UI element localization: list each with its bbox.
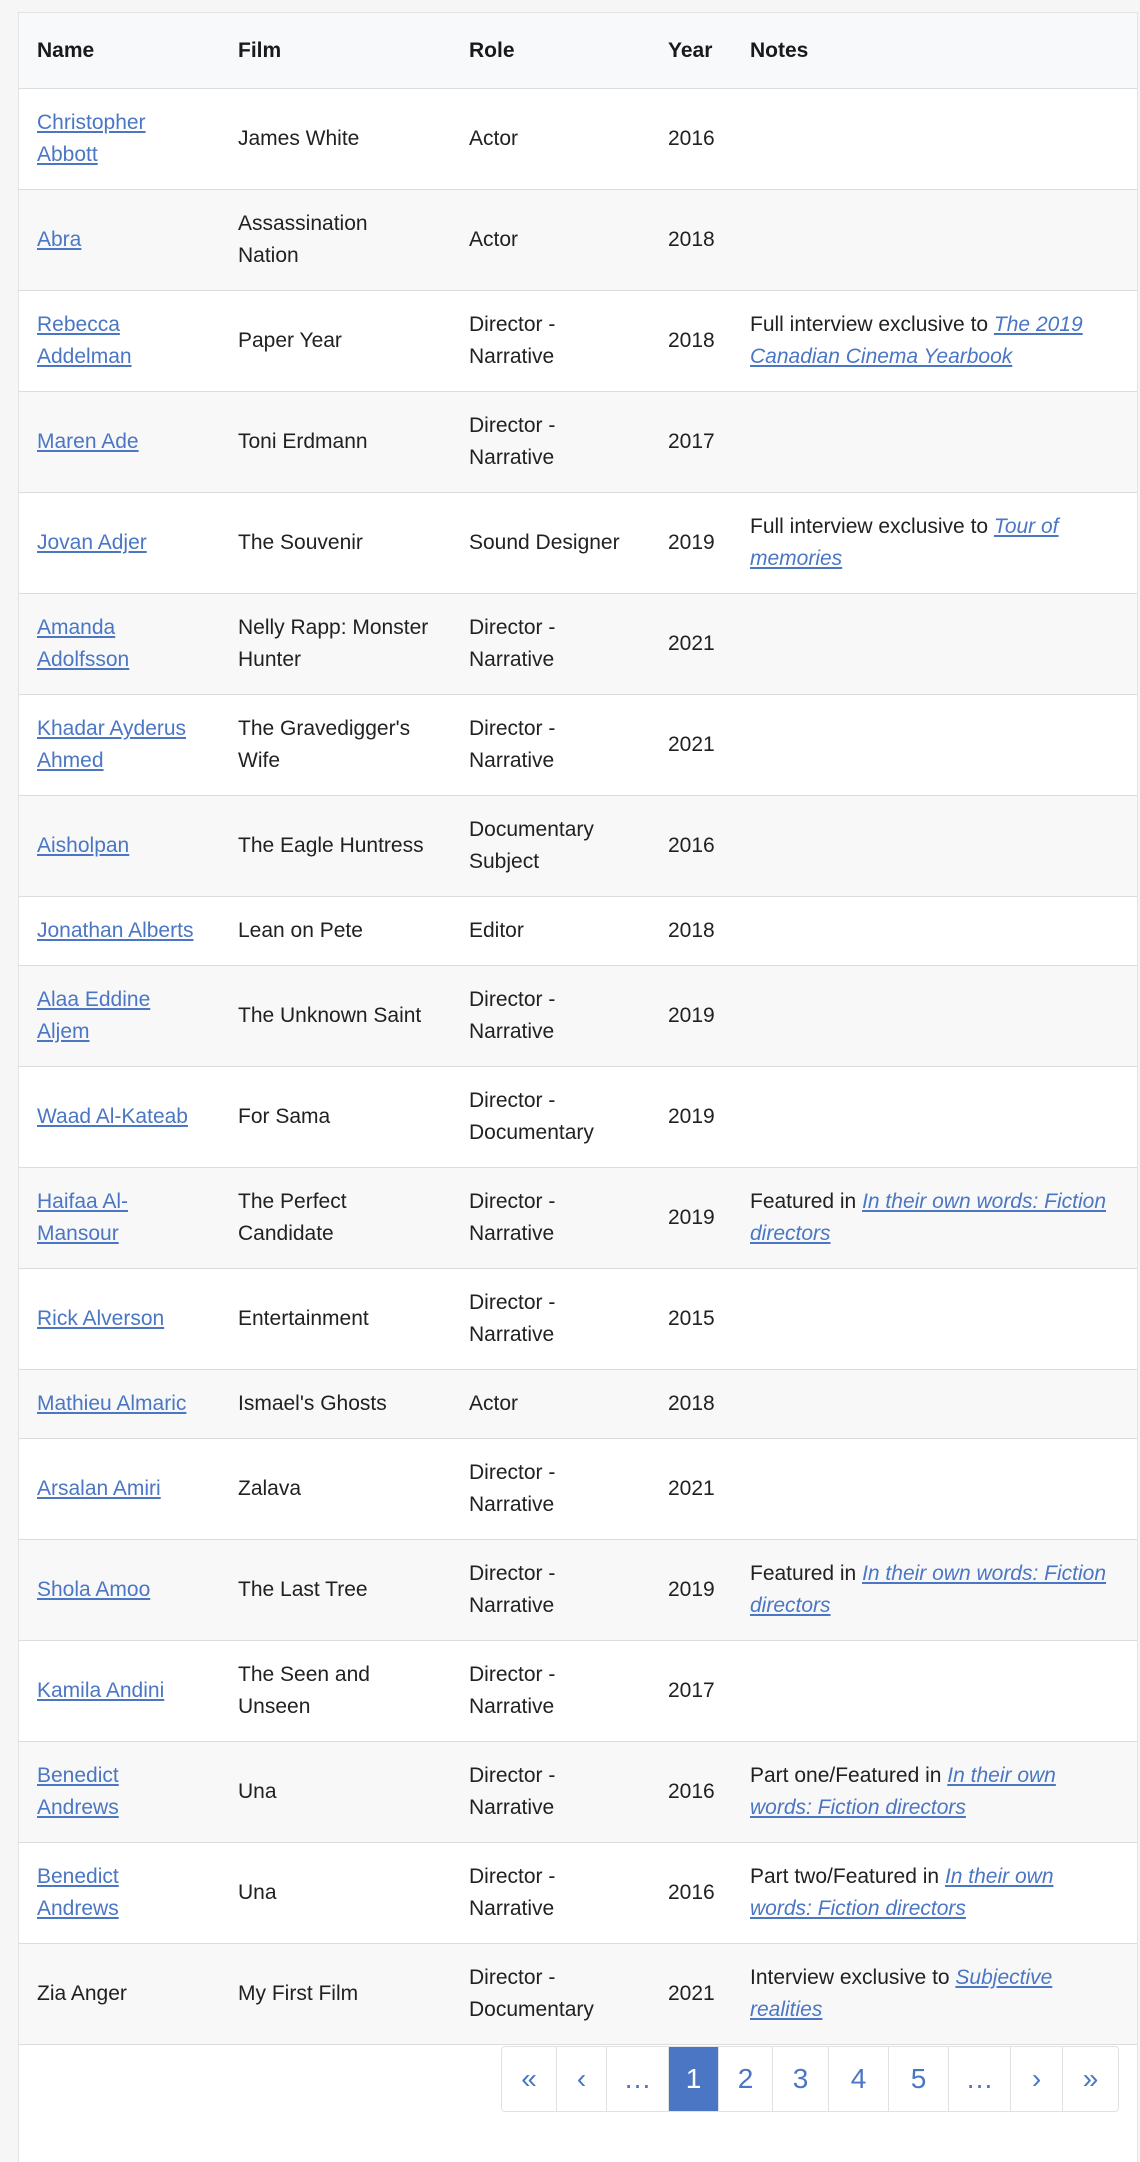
film-cell: Nelly Rapp: Monster Hunter: [220, 594, 451, 695]
role-cell: Director - Documentary: [451, 1067, 660, 1168]
film-cell: The Souvenir: [220, 493, 451, 594]
name-cell: [19, 695, 220, 796]
table-row: [19, 1168, 1137, 1269]
role-cell: Director - Documentary: [451, 1944, 660, 2045]
year-cell: 2021: [660, 594, 740, 695]
film-cell: The Seen and Unseen: [220, 1641, 451, 1742]
column-header-role: Role: [451, 13, 660, 89]
table-row: [19, 493, 1137, 594]
role-cell: Director - Narrative: [451, 1843, 660, 1944]
notes-cell: [740, 1540, 1137, 1641]
role-cell: Director - Narrative: [451, 1439, 660, 1540]
notes-text: Interview exclusive to: [750, 1966, 956, 1989]
role-cell: Director - Narrative: [451, 1641, 660, 1742]
table-row: [19, 594, 1137, 695]
film-cell: The Perfect Candidate: [220, 1168, 451, 1269]
table-row: [19, 291, 1137, 392]
column-header-name: Name: [19, 13, 220, 89]
role-cell: Director - Narrative: [451, 291, 660, 392]
name-cell: [19, 1370, 220, 1439]
table-row: [19, 796, 1137, 897]
year-cell: 2015: [660, 1269, 740, 1370]
notes-link[interactable]: In their own words: Fiction directors: [750, 1865, 1054, 1920]
person-name-link[interactable]: Benedict Andrews: [37, 1865, 119, 1920]
film-cell: For Sama: [220, 1067, 451, 1168]
page-2-button[interactable]: 2: [718, 2047, 772, 2111]
notes-cell: [740, 966, 1137, 1067]
pagination: [501, 2046, 1119, 2112]
year-cell: 2018: [660, 1370, 740, 1439]
table-row: [19, 1540, 1137, 1641]
film-cell: James White: [220, 89, 451, 190]
person-name: Zia Anger: [37, 1982, 127, 2005]
table-row: [19, 190, 1137, 291]
film-cell: The Eagle Huntress: [220, 796, 451, 897]
notes-cell: [740, 1641, 1137, 1742]
notes-cell: [740, 1944, 1137, 2045]
name-cell: [19, 966, 220, 1067]
notes-link[interactable]: The 2019 Canadian Cinema Yearbook: [750, 313, 1083, 368]
notes-text: Featured in: [750, 1562, 863, 1585]
person-name-link[interactable]: Rebecca Addelman: [37, 313, 132, 368]
film-cell: Zalava: [220, 1439, 451, 1540]
role-cell: Director - Narrative: [451, 1540, 660, 1641]
last-page-button[interactable]: »: [1062, 2047, 1118, 2111]
film-cell: Una: [220, 1843, 451, 1944]
film-cell: Toni Erdmann: [220, 392, 451, 493]
previous-page-button[interactable]: ‹: [556, 2047, 606, 2111]
table-row: [19, 1742, 1137, 1843]
name-cell: [19, 291, 220, 392]
notes-cell: [740, 1370, 1137, 1439]
notes-cell: [740, 392, 1137, 493]
table-row: [19, 695, 1137, 796]
person-name-link[interactable]: Jovan Adjer: [37, 531, 147, 554]
name-cell: [19, 1742, 220, 1843]
name-cell: [19, 1540, 220, 1641]
name-cell: [19, 1269, 220, 1370]
next-page-button[interactable]: ›: [1010, 2047, 1062, 2111]
notes-cell: [740, 1168, 1137, 1269]
film-cell: The Last Tree: [220, 1540, 451, 1641]
person-name-link[interactable]: Maren Ade: [37, 430, 139, 453]
notes-link[interactable]: In their own words: Fiction directors: [750, 1190, 1107, 1245]
film-cell: Lean on Pete: [220, 897, 451, 966]
page-1-button[interactable]: 1: [668, 2047, 718, 2111]
notes-link[interactable]: Subjective realities: [750, 1966, 1053, 2021]
name-cell: [19, 1843, 220, 1944]
year-cell: 2018: [660, 291, 740, 392]
person-name-link[interactable]: Haifaa Al-Mansour: [37, 1190, 129, 1245]
name-cell: [19, 1067, 220, 1168]
notes-cell: [740, 89, 1137, 190]
notes-cell: [740, 594, 1137, 695]
film-cell: The Gravedigger's Wife: [220, 695, 451, 796]
table-row: [19, 1067, 1137, 1168]
role-cell: Director - Narrative: [451, 1168, 660, 1269]
film-cell: Ismael's Ghosts: [220, 1370, 451, 1439]
table-row: [19, 89, 1137, 190]
person-name-link[interactable]: Rick Alverson: [37, 1307, 165, 1330]
pagination-ellipsis: …: [606, 2047, 668, 2111]
film-cell: My First Film: [220, 1944, 451, 2045]
notes-cell: [740, 695, 1137, 796]
film-cell: Entertainment: [220, 1269, 451, 1370]
person-name-link[interactable]: Benedict Andrews: [37, 1764, 119, 1819]
role-cell: Sound Designer: [451, 493, 660, 594]
role-cell: Documentary Subject: [451, 796, 660, 897]
name-cell: [19, 897, 220, 966]
name-cell: [19, 1439, 220, 1540]
role-cell: Director - Narrative: [451, 966, 660, 1067]
name-cell: [19, 1168, 220, 1269]
role-cell: Actor: [451, 190, 660, 291]
notes-text: Full interview exclusive to: [750, 313, 994, 336]
year-cell: 2019: [660, 1067, 740, 1168]
person-name-link[interactable]: Waad Al-Kateab: [37, 1105, 188, 1128]
notes-cell: [740, 493, 1137, 594]
role-cell: Actor: [451, 89, 660, 190]
notes-cell: [740, 1843, 1137, 1944]
interviews-table: [19, 12, 1137, 2045]
notes-text: Part one/Featured in: [750, 1764, 948, 1787]
name-cell: [19, 392, 220, 493]
table-row: [19, 1944, 1137, 2045]
name-cell: [19, 594, 220, 695]
notes-cell: [740, 796, 1137, 897]
person-name-link[interactable]: Amanda Adolfsson: [37, 616, 130, 671]
year-cell: 2019: [660, 966, 740, 1067]
notes-cell: [740, 1269, 1137, 1370]
name-cell: [19, 1641, 220, 1742]
notes-cell: [740, 897, 1137, 966]
notes-text: Part two/Featured in: [750, 1865, 945, 1888]
person-name-link[interactable]: Alaa Eddine Aljem: [37, 988, 151, 1043]
role-cell: Actor: [451, 1370, 660, 1439]
table-row: [19, 897, 1137, 966]
table-row: [19, 1370, 1137, 1439]
year-cell: 2016: [660, 796, 740, 897]
film-cell: Assassination Nation: [220, 190, 451, 291]
notes-cell: [740, 190, 1137, 291]
table-row: [19, 392, 1137, 493]
film-cell: Una: [220, 1742, 451, 1843]
person-name-link[interactable]: Kamila Andini: [37, 1679, 165, 1702]
notes-cell: [740, 1742, 1137, 1843]
person-name-link[interactable]: Abra: [37, 228, 82, 251]
person-name-link[interactable]: Shola Amoo: [37, 1578, 151, 1601]
notes-text: Featured in: [750, 1190, 863, 1213]
year-cell: 2016: [660, 1742, 740, 1843]
role-cell: Director - Narrative: [451, 1269, 660, 1370]
person-name-link[interactable]: Jonathan Alberts: [37, 919, 194, 942]
pagination-ellipsis: …: [948, 2047, 1010, 2111]
year-cell: 2016: [660, 1843, 740, 1944]
year-cell: 2018: [660, 897, 740, 966]
role-cell: Director - Narrative: [451, 695, 660, 796]
year-cell: 2021: [660, 695, 740, 796]
notes-link[interactable]: In their own words: Fiction directors: [750, 1562, 1107, 1617]
person-name-link[interactable]: Arsalan Amiri: [37, 1477, 161, 1500]
year-cell: 2021: [660, 1439, 740, 1540]
first-page-button[interactable]: «: [521, 2063, 537, 2094]
year-cell: 2021: [660, 1944, 740, 2045]
notes-link[interactable]: Tour of memories: [750, 515, 1059, 570]
role-cell: Director - Narrative: [451, 392, 660, 493]
role-cell: Director - Narrative: [451, 1742, 660, 1843]
film-cell: The Unknown Saint: [220, 966, 451, 1067]
page-4-button[interactable]: 4: [828, 2047, 888, 2111]
page-3-button[interactable]: 3: [772, 2047, 828, 2111]
table-row: [19, 1641, 1137, 1742]
name-cell: [19, 190, 220, 291]
name-cell: [19, 796, 220, 897]
name-cell: [19, 89, 220, 190]
table-header-row: [19, 13, 1137, 89]
table-row: [19, 1439, 1137, 1540]
table-row: [19, 1269, 1137, 1370]
person-name-link[interactable]: Aisholpan: [37, 834, 130, 857]
notes-cell: [740, 1067, 1137, 1168]
notes-cell: [740, 291, 1137, 392]
year-cell: 2017: [660, 392, 740, 493]
table-row: [19, 966, 1137, 1067]
person-name-link[interactable]: Khadar Ayderus Ahmed: [37, 717, 187, 772]
column-header-year: Year: [660, 13, 740, 89]
table-row: [19, 1843, 1137, 1944]
year-cell: 2019: [660, 1168, 740, 1269]
film-cell: Paper Year: [220, 291, 451, 392]
notes-text: Full interview exclusive to: [750, 515, 994, 538]
column-header-notes: Notes: [740, 13, 1137, 89]
year-cell: 2018: [660, 190, 740, 291]
name-cell: [19, 493, 220, 594]
person-name-link[interactable]: Christopher Abbott: [37, 111, 146, 166]
notes-link[interactable]: In their own words: Fiction directors: [750, 1764, 1056, 1819]
role-cell: Director - Narrative: [451, 594, 660, 695]
column-header-film: Film: [220, 13, 451, 89]
role-cell: Editor: [451, 897, 660, 966]
year-cell: 2016: [660, 89, 740, 190]
notes-cell: [740, 1439, 1137, 1540]
year-cell: 2019: [660, 1540, 740, 1641]
content-panel: [18, 12, 1138, 2162]
year-cell: 2019: [660, 493, 740, 594]
year-cell: 2017: [660, 1641, 740, 1742]
name-cell: [19, 1944, 220, 2045]
page-5-button[interactable]: 5: [888, 2047, 948, 2111]
person-name-link[interactable]: Mathieu Almaric: [37, 1392, 187, 1415]
